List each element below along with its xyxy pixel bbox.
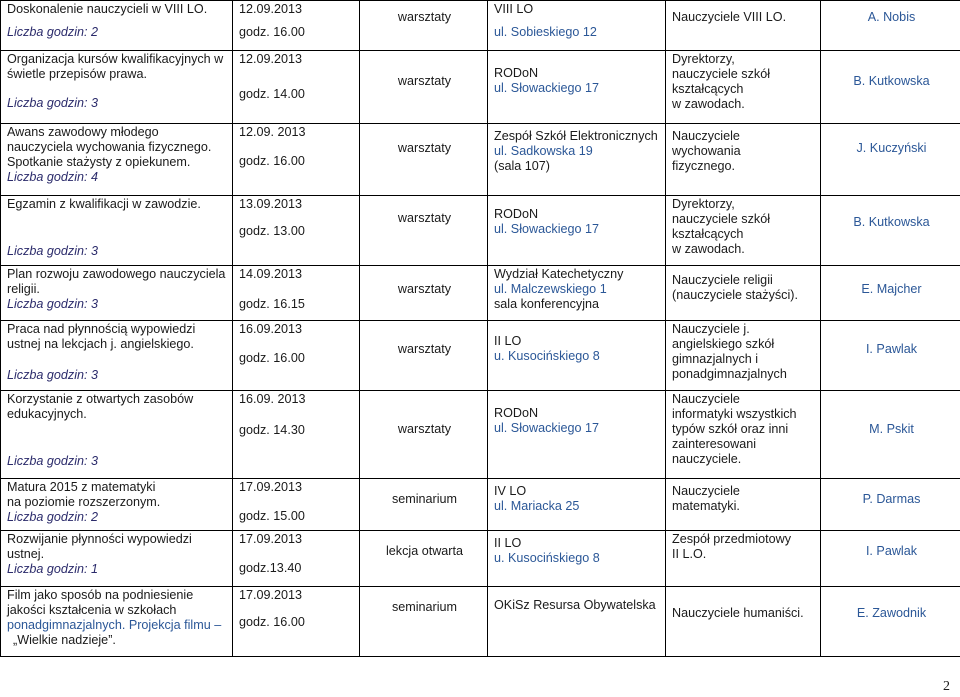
- lead-cell: P. Darmas: [821, 479, 960, 531]
- date-cell: 16.09. 2013 godz. 14.30: [233, 391, 360, 479]
- topic-cell: Korzystanie z otwartych zasobów edukacyjnych. Liczba godzin: 3: [1, 391, 233, 479]
- place-cell: Wydział Katechetyczny ul. Malczewskiego 1 sala konferencyjna: [488, 266, 666, 321]
- date-cell: 12.09.2013 godz. 14.00: [233, 51, 360, 124]
- target-cell: Nauczyciele informatyki wszystkich typów szkół oraz inni zainteresowani nauczyciele.: [666, 391, 821, 479]
- place-cell: II LO u. Kusocińskiego 8: [488, 531, 666, 587]
- topic-cell: Praca nad płynnością wypowiedzi ustnej na lekcjach j. angielskiego. Liczba godzin: 3: [1, 321, 233, 391]
- target-cell: Nauczyciele wychowania fizycznego.: [666, 124, 821, 196]
- topic-cell: Rozwijanie płynności wypowiedzi ustnej. Liczba godzin: 1: [1, 531, 233, 587]
- topic-cell: Awans zawodowy młodego nauczyciela wychowania fizycznego. Spotkanie stażysty z opiekunem. Liczba godzin: 4: [1, 124, 233, 196]
- place-cell: OKiSz Resursa Obywatelska: [488, 587, 666, 657]
- table-row: [1, 1, 960, 51]
- table-row: [1, 196, 960, 266]
- target-cell: Nauczyciele humaniści.: [666, 587, 821, 657]
- form-cell: warsztaty: [360, 391, 488, 479]
- place-cell: RODoN ul. Słowackiego 17: [488, 51, 666, 124]
- page-number: 2: [943, 679, 950, 694]
- place-cell: RODoN ul. Słowackiego 17: [488, 196, 666, 266]
- topic-cell: Doskonalenie nauczycieli w VIII LO. Liczba godzin: 2: [1, 1, 233, 51]
- place-cell: RODoN ul. Słowackiego 17: [488, 391, 666, 479]
- date-cell: 13.09.2013 godz. 13.00: [233, 196, 360, 266]
- date-cell: 14.09.2013 godz. 16.15: [233, 266, 360, 321]
- lead-cell: I. Pawlak: [821, 531, 960, 587]
- form-cell: warsztaty: [360, 321, 488, 391]
- topic-cell: Plan rozwoju zawodowego nauczyciela religii. Liczba godzin: 3: [1, 266, 233, 321]
- form-cell: seminarium: [360, 587, 488, 657]
- form-cell: warsztaty: [360, 196, 488, 266]
- place-cell: VIII LO ul. Sobieskiego 12: [488, 1, 666, 51]
- table-row: [1, 124, 960, 196]
- lead-cell: E. Majcher: [821, 266, 960, 321]
- topic-cell: Organizacja kursów kwalifikacyjnych w świetle przepisów prawa. Liczba godzin: 3: [1, 51, 233, 124]
- target-cell: Dyrektorzy, nauczyciele szkół kształcących w zawodach.: [666, 51, 821, 124]
- place-cell: II LO u. Kusocińskiego 8: [488, 321, 666, 391]
- lead-cell: B. Kutkowska: [821, 196, 960, 266]
- lead-cell: B. Kutkowska: [821, 51, 960, 124]
- target-cell: Nauczyciele VIII LO.: [666, 1, 821, 51]
- table-row: [1, 479, 960, 531]
- date-cell: 17.09.2013 godz. 16.00: [233, 587, 360, 657]
- table-row: [1, 51, 960, 124]
- target-cell: Zespół przedmiotowy II L.O.: [666, 531, 821, 587]
- form-cell: warsztaty: [360, 51, 488, 124]
- target-cell: Dyrektorzy, nauczyciele szkół kształcących w zawodach.: [666, 196, 821, 266]
- form-cell: lekcja otwarta: [360, 531, 488, 587]
- date-cell: 16.09.2013 godz. 16.00: [233, 321, 360, 391]
- lead-cell: A. Nobis: [821, 1, 960, 51]
- form-cell: warsztaty: [360, 1, 488, 51]
- lead-cell: J. Kuczyński: [821, 124, 960, 196]
- table-row: [1, 391, 960, 479]
- table-row: [1, 266, 960, 321]
- date-cell: 17.09.2013 godz. 15.00: [233, 479, 360, 531]
- target-cell: Nauczyciele j. angielskiego szkół gimnazjalnych i ponadgimnazjalnych: [666, 321, 821, 391]
- lead-cell: E. Zawodnik: [821, 587, 960, 657]
- target-cell: Nauczyciele matematyki.: [666, 479, 821, 531]
- table-row: [1, 321, 960, 391]
- target-cell: Nauczyciele religii (nauczyciele stażyści).: [666, 266, 821, 321]
- topic-cell: Matura 2015 z matematyki na poziomie rozszerzonym. Liczba godzin: 2: [1, 479, 233, 531]
- date-cell: 12.09. 2013 godz. 16.00: [233, 124, 360, 196]
- place-cell: IV LO ul. Mariacka 25: [488, 479, 666, 531]
- topic-cell: Egzamin z kwalifikacji w zawodzie. Liczba godzin: 3: [1, 196, 233, 266]
- form-cell: seminarium: [360, 479, 488, 531]
- date-cell: 17.09.2013 godz.13.40: [233, 531, 360, 587]
- form-cell: warsztaty: [360, 266, 488, 321]
- table-row: [1, 587, 960, 657]
- place-cell: Zespół Szkół Elektronicznych ul. Sadkowska 19 (sala 107): [488, 124, 666, 196]
- form-cell: warsztaty: [360, 124, 488, 196]
- lead-cell: M. Pskit: [821, 391, 960, 479]
- topic-cell: Film jako sposób na podniesienie jakości kształcenia w szkołach ponadgimnazjalnych. Projekcja filmu – „Wielkie nadzieje”.: [1, 587, 233, 657]
- table-row: [1, 531, 960, 587]
- lead-cell: I. Pawlak: [821, 321, 960, 391]
- date-cell: 12.09.2013 godz. 16.00: [233, 1, 360, 51]
